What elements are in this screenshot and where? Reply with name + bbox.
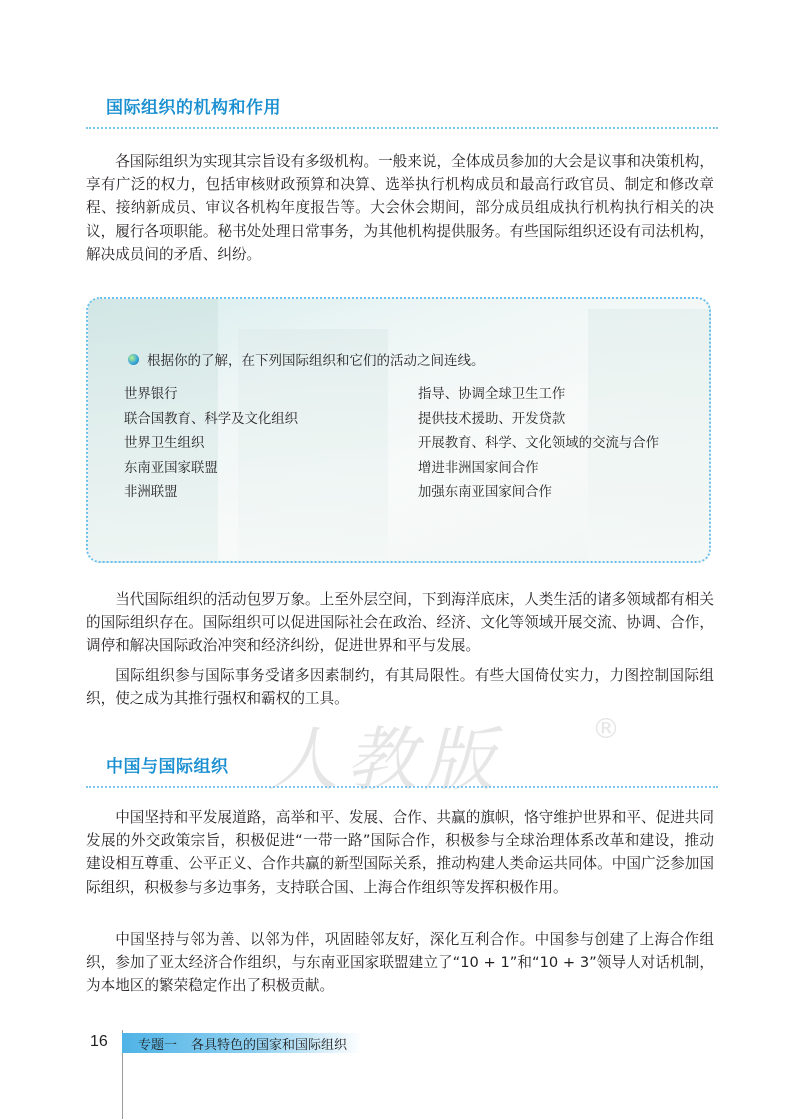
organization-item: 世界银行 bbox=[124, 387, 178, 402]
organization-item: 非洲联盟 bbox=[124, 485, 178, 500]
dotted-divider bbox=[86, 127, 718, 129]
prompt-text: 根据你的了解，在下列国际组织和它们的活动之间连线。 bbox=[147, 353, 485, 369]
organization-list bbox=[124, 383, 298, 506]
activity-box bbox=[86, 297, 711, 563]
organization-item: 联合国教育、科学及文化组织 bbox=[124, 411, 299, 427]
dotted-divider bbox=[86, 786, 718, 788]
activity-list bbox=[418, 383, 659, 506]
section-title: 国际组织的机构和作用 bbox=[106, 98, 281, 118]
organization-item: 世界卫生组织 bbox=[124, 436, 205, 451]
organization-item: 东南亚国家联盟 bbox=[124, 460, 218, 476]
footer-title: 各具特色的国家和国际组织 bbox=[191, 1037, 348, 1053]
publisher-watermark: 人教版 bbox=[268, 719, 502, 801]
registered-mark: ® bbox=[592, 712, 620, 745]
activity-item: 增进非洲国家间合作 bbox=[418, 460, 539, 476]
activity-prompt bbox=[128, 349, 485, 369]
paragraph: 各国际组织为实现其宗旨设有多级机构。一般来说，全体成员参加的大会是议事和决策机构，享有广泛的权力，包括审核财政预算和决算、选举执行机构成员和最高行政官员、制定和修改章程、接纳新成员、审议各机构年度报告等。大会休会期间，部分成员组成执行机构执行相关的决议，履行各项职能。秘书处处理日常事务，为其他机构提供服务。有些国际组织还设有司法机构，解决成员间的矛盾、纠纷。 bbox=[86, 153, 714, 263]
activity-item: 提供技术援助、开发贷款 bbox=[418, 411, 566, 427]
activity-item: 加强东南亚国家间合作 bbox=[418, 485, 552, 500]
bullet-icon bbox=[128, 354, 139, 365]
paragraph: 中国坚持和平发展道路，高举和平、发展、合作、共赢的旗帜，恪守维护世界和平、促进共同发展的外交政策宗旨，积极促进“一带一路”国际合作，积极参与全球治理体系改革和建设，推动建设相互尊重、公平正义、合作共赢的新型国际关系，推动构建人类命运共同体。中国广泛参加国际组织，积极参与多边事务，支持联合国、上海合作组织等发挥积极作用。 bbox=[86, 809, 714, 896]
paragraph: 当代国际组织的活动包罗万象。上至外层空间，下到海洋底床，人类生活的诸多领域都有相关的国际组织存在。国际组织可以促进国际社会在政治、经济、文化等领域开展交流、协调、合作，调停和解决国际政治冲突和经济纠纷，促进世界和平与发展。 bbox=[86, 591, 714, 655]
activity-item: 开展教育、科学、文化领域的交流与合作 bbox=[418, 436, 660, 451]
paragraph: 中国坚持与邻为善、以邻为伴，巩固睦邻友好，深化互利合作。中国参与创建了上海合作组织，参加了亚太经济合作组织，与东南亚国家联盟建立了“10 + 1”和“10 + 3”领导人对话机制，为本地区的繁荣稳定作出了积极贡献。 bbox=[86, 931, 714, 995]
activity-item: 指导、协调全球卫生工作 bbox=[418, 387, 566, 402]
footer-unit: 专题一 bbox=[138, 1037, 178, 1053]
section-title: 中国与国际组织 bbox=[106, 757, 229, 777]
paragraph: 国际组织参与国际事务受诸多因素制约，有其局限性。有些大国倚仗实力，力图控制国际组织，使之成为其推行强权和霸权的工具。 bbox=[86, 667, 714, 708]
footer-band bbox=[122, 1033, 362, 1053]
page-number: 16 bbox=[90, 1033, 108, 1050]
